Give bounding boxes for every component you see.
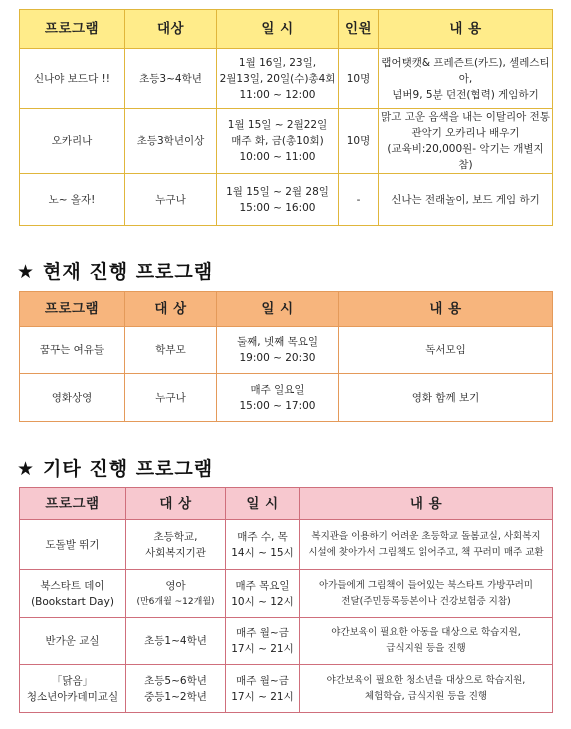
program-cell: 영화상영: [20, 374, 125, 422]
table-row: [20, 174, 553, 226]
table-row: [20, 520, 553, 570]
people-cell: 10명: [339, 109, 379, 174]
schedule-cell: 매주 목요일 10시 ~ 12시: [226, 570, 300, 618]
schedule-cell: 1월 15일 ~ 2월 28일 15:00 ~ 16:00: [217, 174, 339, 226]
schedule-cell: 1월 15일 ~ 2월22일 매주 화, 금(총10회) 10:00 ~ 11:00: [217, 109, 339, 174]
target-cell: 초등5~6학년 중등1~2학년: [126, 665, 226, 713]
people-cell: 10명: [339, 49, 379, 109]
content-cell: 아가들에게 그림책이 들어있는 북스타트 가방꾸러미 전달(주민등록등본이나 건강보험증 지참): [300, 570, 553, 618]
target-cell: 누구나: [125, 174, 217, 226]
section-heading-other: [17, 454, 213, 481]
content-cell: 복지관을 이용하기 어려운 초등학교 돌봄교실, 사회복지 시설에 찾아가서 그림책도 읽어주고, 책 꾸러미 매주 교환: [300, 520, 553, 570]
content-cell: 영화 함께 보기: [339, 374, 553, 422]
content-cell: 랩어탯캣& 프레즌트(카드), 셀레스티아, 넘버9, 5분 던전(협력) 게임하기: [379, 49, 553, 109]
programs-table-2: [19, 291, 553, 422]
table-header-row: [20, 292, 553, 327]
header-content: 내 용: [300, 488, 553, 520]
header-target: 대 상: [125, 292, 217, 327]
program-cell: 「닭음」 청소년아카데미교실: [20, 665, 126, 713]
star-icon: ★: [17, 458, 36, 480]
header-content: 내 용: [379, 10, 553, 49]
table-row: [20, 49, 553, 109]
program-cell: 반가운 교실: [20, 618, 126, 665]
program-cell: 오카리나: [20, 109, 125, 174]
programs-table-3: [19, 487, 553, 713]
target-cell: 초등3~4학년: [125, 49, 217, 109]
target-cell: 학부모: [125, 327, 217, 374]
header-program: 프로그램: [20, 10, 125, 49]
header-schedule: 일 시: [217, 10, 339, 49]
content-cell: 독서모임: [339, 327, 553, 374]
program-cell: 신나야 보드다 !!: [20, 49, 125, 109]
program-cell: 북스타트 데이 (Bookstart Day): [20, 570, 126, 618]
target-cell: 누구나: [125, 374, 217, 422]
header-target: 대상: [125, 10, 217, 49]
target-cell: 초등학교, 사회복지기관: [126, 520, 226, 570]
header-content: 내 용: [339, 292, 553, 327]
table-row: [20, 327, 553, 374]
table-row: [20, 109, 553, 174]
program-cell: 꿈꾸는 여유들: [20, 327, 125, 374]
schedule-cell: 매주 수, 목 14시 ~ 15시: [226, 520, 300, 570]
schedule-cell: 매주 일요일 15:00 ~ 17:00: [217, 374, 339, 422]
target-cell: 초등1~4학년: [126, 618, 226, 665]
schedule-cell: 둘째, 넷째 목요일 19:00 ~ 20:30: [217, 327, 339, 374]
schedule-cell: 매주 월~금 17시 ~ 21시: [226, 665, 300, 713]
schedule-cell: 매주 월~금 17시 ~ 21시: [226, 618, 300, 665]
header-program: 프로그램: [20, 488, 126, 520]
table-row: [20, 374, 553, 422]
program-cell: 노~ 올자!: [20, 174, 125, 226]
program-cell: 도돌발 뛰기: [20, 520, 126, 570]
content-cell: 야간보육이 필요한 청소년을 대상으로 학습지원, 체험학습, 급식지원 등을 진행: [300, 665, 553, 713]
table-header-row: [20, 488, 553, 520]
header-people: 인원: [339, 10, 379, 49]
target-cell: 초등3학년이상: [125, 109, 217, 174]
table-row: [20, 570, 553, 618]
table-row: [20, 665, 553, 713]
header-schedule: 일 시: [226, 488, 300, 520]
section-title: 현재 진행 프로그램: [43, 261, 214, 283]
table-row: [20, 618, 553, 665]
content-cell: 신나는 전래놀이, 보드 게임 하기: [379, 174, 553, 226]
people-cell: -: [339, 174, 379, 226]
header-target: 대 상: [126, 488, 226, 520]
content-cell: 맑고 고운 음색을 내는 이탈리아 전통 관악기 오카리나 배우기 (교육비:20,000원- 악기는 개별지참): [379, 109, 553, 174]
section-heading-current: [17, 257, 213, 284]
header-schedule: 일 시: [217, 292, 339, 327]
programs-table-1: [19, 9, 553, 226]
section-title: 기타 진행 프로그램: [43, 458, 214, 480]
content-cell: 야간보육이 필요한 아동을 대상으로 학습지원, 급식지원 등을 진행: [300, 618, 553, 665]
schedule-cell: 1월 16일, 23일, 2월13일, 20일(수)총4회 11:00 ~ 12:00: [217, 49, 339, 109]
target-cell: 영아 (만6개월 ~12개월): [126, 570, 226, 618]
star-icon: ★: [17, 261, 36, 283]
table-header-row: [20, 10, 553, 49]
header-program: 프로그램: [20, 292, 125, 327]
